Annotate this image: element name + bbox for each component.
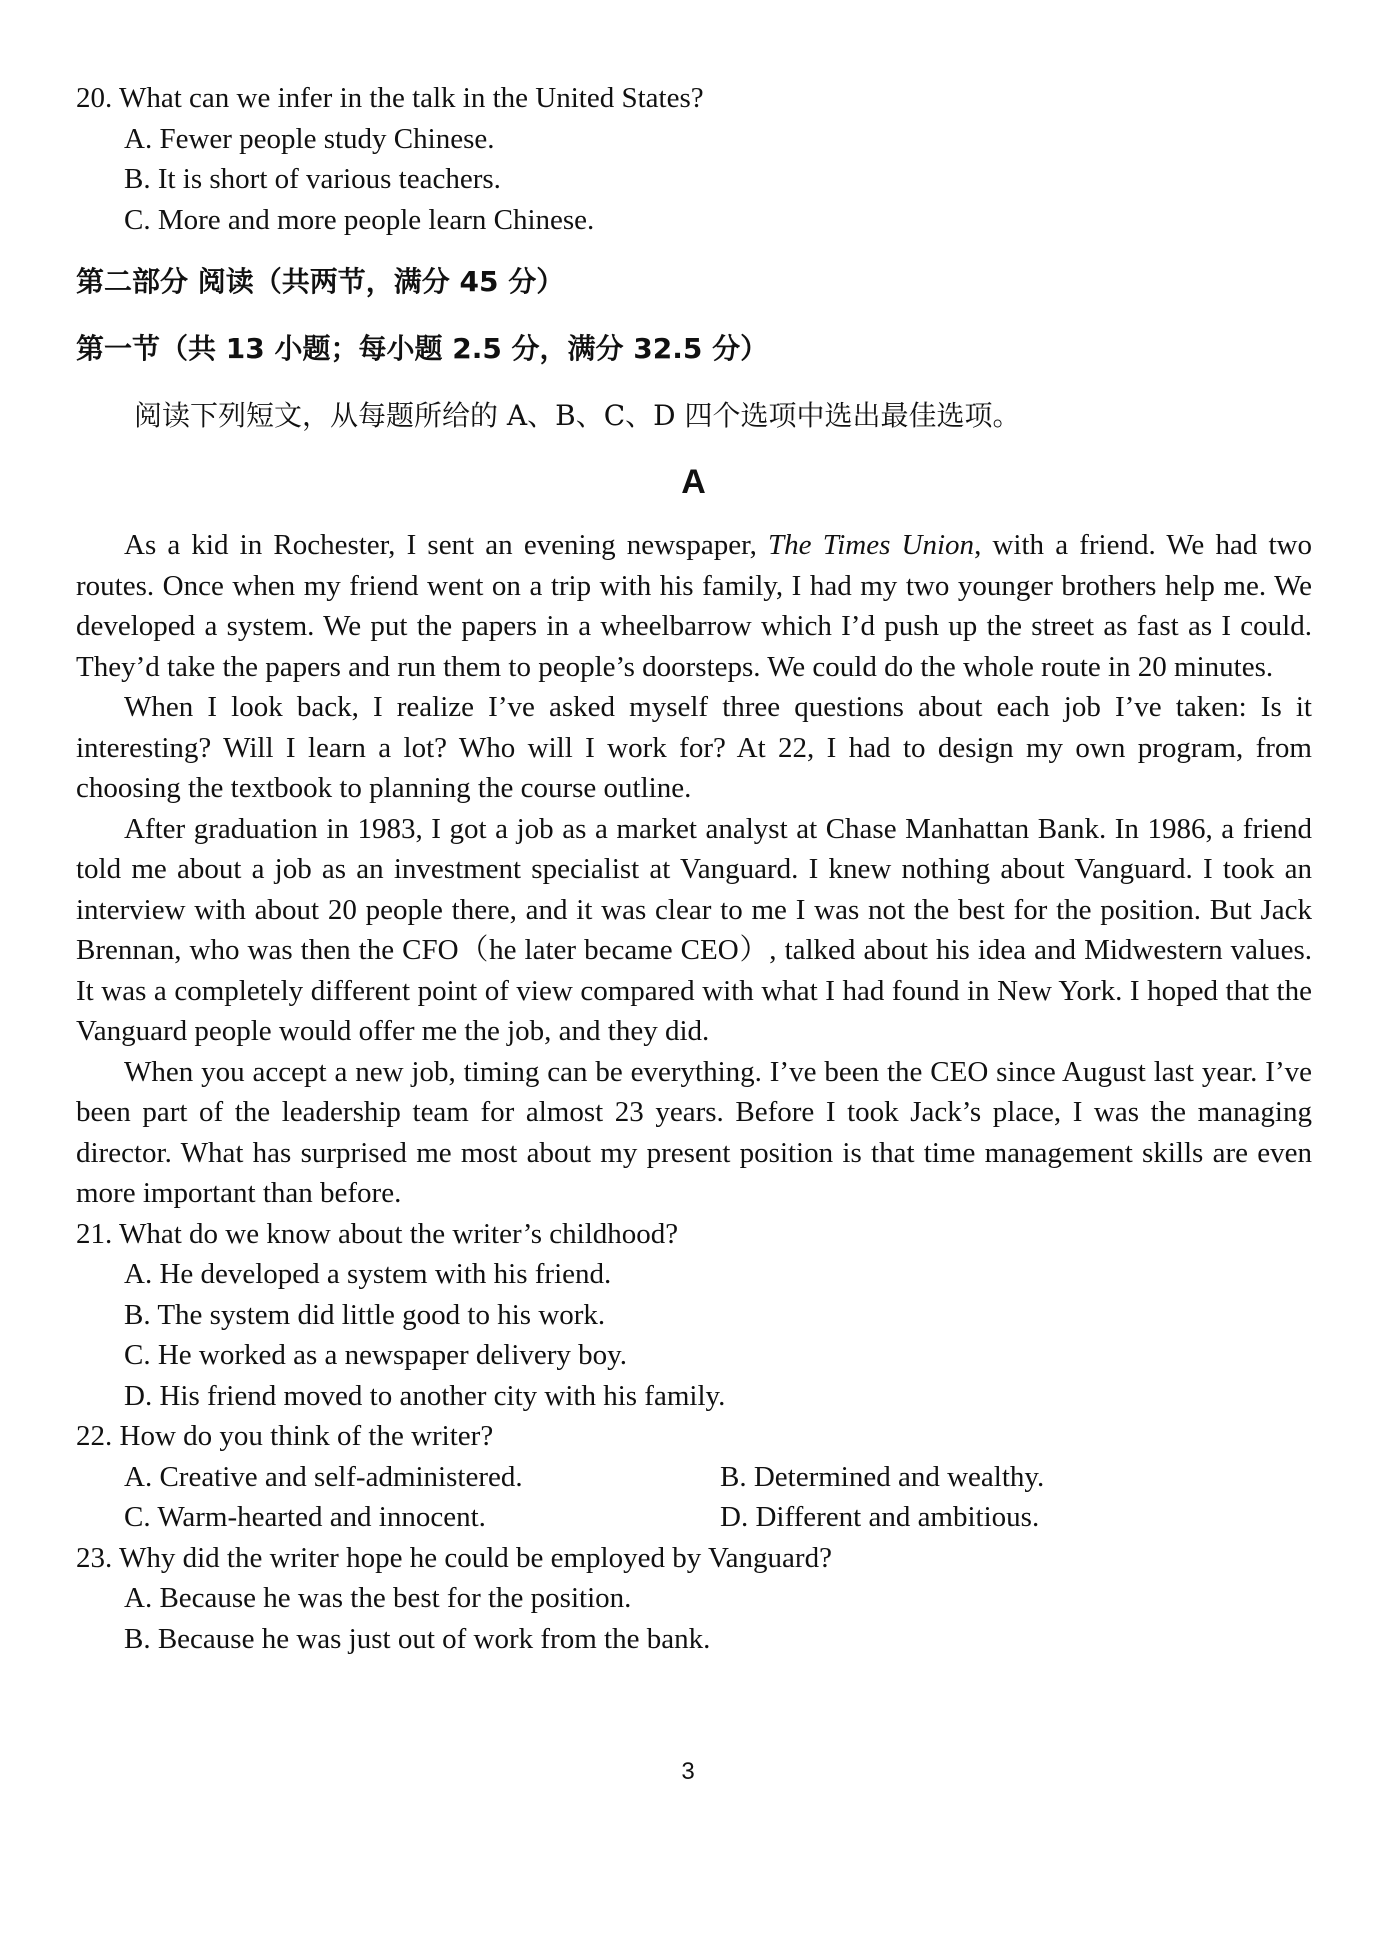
option-b: B. It is short of various teachers. [124,163,501,195]
paragraph-3: After graduation in 1983, I got a job as a market analyst at Chase Manhattan Bank. In 1986, a friend told me about a job as an investment specialist at Vanguard. I knew nothing about Vanguard. I took an interview with about 20 people there, and it was clear to me I was not the best for the position. But Jack Brennan, who was then the CFO（he later became CEO）, talked about his idea and Midwestern values. It was a completely different point of view compared with what I had found in New York. I hoped that the Vanguard people would offer me the job, and they did. [76,812,1312,1047]
option-row [76,1457,1312,1498]
question-stem: 22. How do you think of the writer? [76,1420,494,1452]
part-heading: 第二部分 阅读（共两节，满分 45 分） [76,265,565,298]
question-20 [76,78,1312,240]
paragraph-1-text-start: As a kid in Rochester, I sent an evening newspaper, [124,529,769,561]
page-number: 3 [681,1758,695,1785]
paragraph-1-text-end: , with a friend. We had two routes. Once when my friend went on a trip with his family, I had my two younger brothers help me. We developed a system. We put the papers in a wheelbarrow which I’d push up the street as fast as I could. They’d take the papers and run them to people’s doorsteps. We could do the whole route in 20 minutes. [76,529,1312,683]
option-b: B. The system did little good to his work. [124,1298,606,1331]
paragraph-4: When you accept a new job, timing can be everything. I’ve been the CEO since August last year. I’ve been part of the leadership team for almost 23 years. Before I took Jack’s place, I was the managing director. What has surprised me most about my present position is that time management skills are even more important than before. [76,1055,1312,1209]
paragraph-1 [76,525,1312,687]
option-c: C. He worked as a newspaper delivery boy. [124,1339,628,1371]
question-23 [76,1538,1312,1660]
option-b: B. Because he was just out of work from the bank. [124,1622,711,1655]
option-a: A. Because he was the best for the position. [124,1582,632,1614]
question-stem: 20. What can we infer in the talk in the United States? [76,82,704,114]
option-a: A. Fewer people study Chinese. [124,122,495,155]
option-row [76,1497,1312,1538]
exam-page [76,78,1312,1659]
option-d: D. His friend moved to another city with his family. [124,1379,726,1412]
option-d: D. Different and ambitious. [720,1501,1040,1533]
option-c: C. More and more people learn Chinese. [124,203,595,236]
section-heading: 第一节（共 13 小题；每小题 2.5 分，满分 32.5 分） [76,332,769,365]
passage-label: A [681,463,707,501]
question-stem: 21. What do we know about the writer’s childhood? [76,1217,679,1250]
option-a: A. Creative and self-administered. [124,1460,523,1493]
paragraph-2: When I look back, I realize I’ve asked myself three questions about each job I’ve taken: Is it interesting? Will I learn a lot? Who will I work for? At 22, I had to design my own program, from choosing the textbook to planning the course outline. [76,691,1312,804]
question-21 [76,1214,1312,1417]
option-c: C. Warm-hearted and innocent. [124,1501,486,1533]
questions [76,1214,1312,1660]
option-a: A. He developed a system with his friend. [124,1258,612,1290]
question-22 [76,1416,1312,1538]
reading-passage [76,525,1312,1214]
option-b: B. Determined and wealthy. [720,1460,1045,1493]
instruction-text: 阅读下列短文，从每题所给的 A、B、C、D 四个选项中选出最佳选项。 [134,399,1021,432]
newspaper-title: The Times Union [768,529,975,561]
question-stem: 23. Why did the writer hope he could be employed by Vanguard? [76,1541,832,1574]
